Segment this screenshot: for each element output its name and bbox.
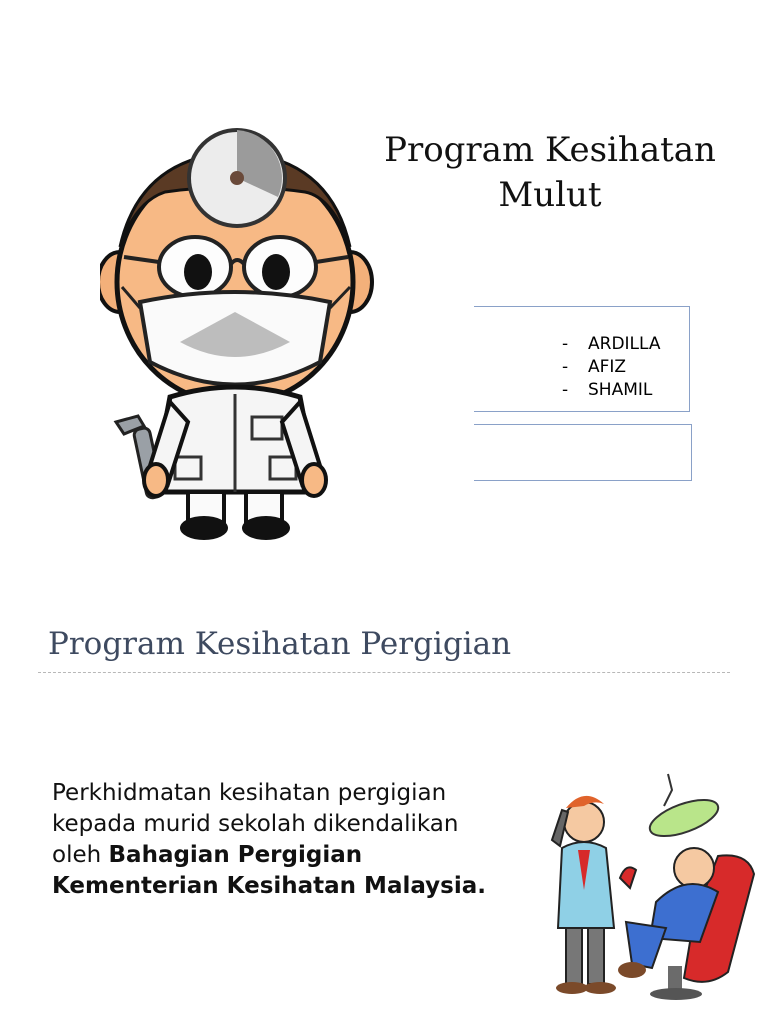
title-divider — [38, 672, 730, 673]
slide2-title: Program Kesihatan Pergigian — [48, 626, 512, 662]
dentist-cartoon-icon — [100, 112, 380, 552]
title-line-2: Mulut — [498, 175, 602, 215]
slide2-body — [52, 778, 512, 902]
member-item: - SHAMIL — [562, 380, 653, 400]
body-text: Perkhidmatan kesihatan pergigian kepada murid sekolah dikendalikan oleh — [52, 780, 459, 868]
member-item: - AFIZ — [562, 357, 627, 377]
empty-box — [474, 424, 692, 481]
members-list — [562, 333, 661, 402]
title-line-1: Program Kesihatan — [384, 130, 716, 170]
slide-title-heading — [360, 128, 740, 218]
member-item: - ARDILLA — [562, 334, 661, 354]
body-bold-text: Bahagian Pergigian Kementerian Kesihatan Malaysia. — [52, 842, 486, 899]
dental-chair-scene-icon — [536, 770, 762, 1002]
